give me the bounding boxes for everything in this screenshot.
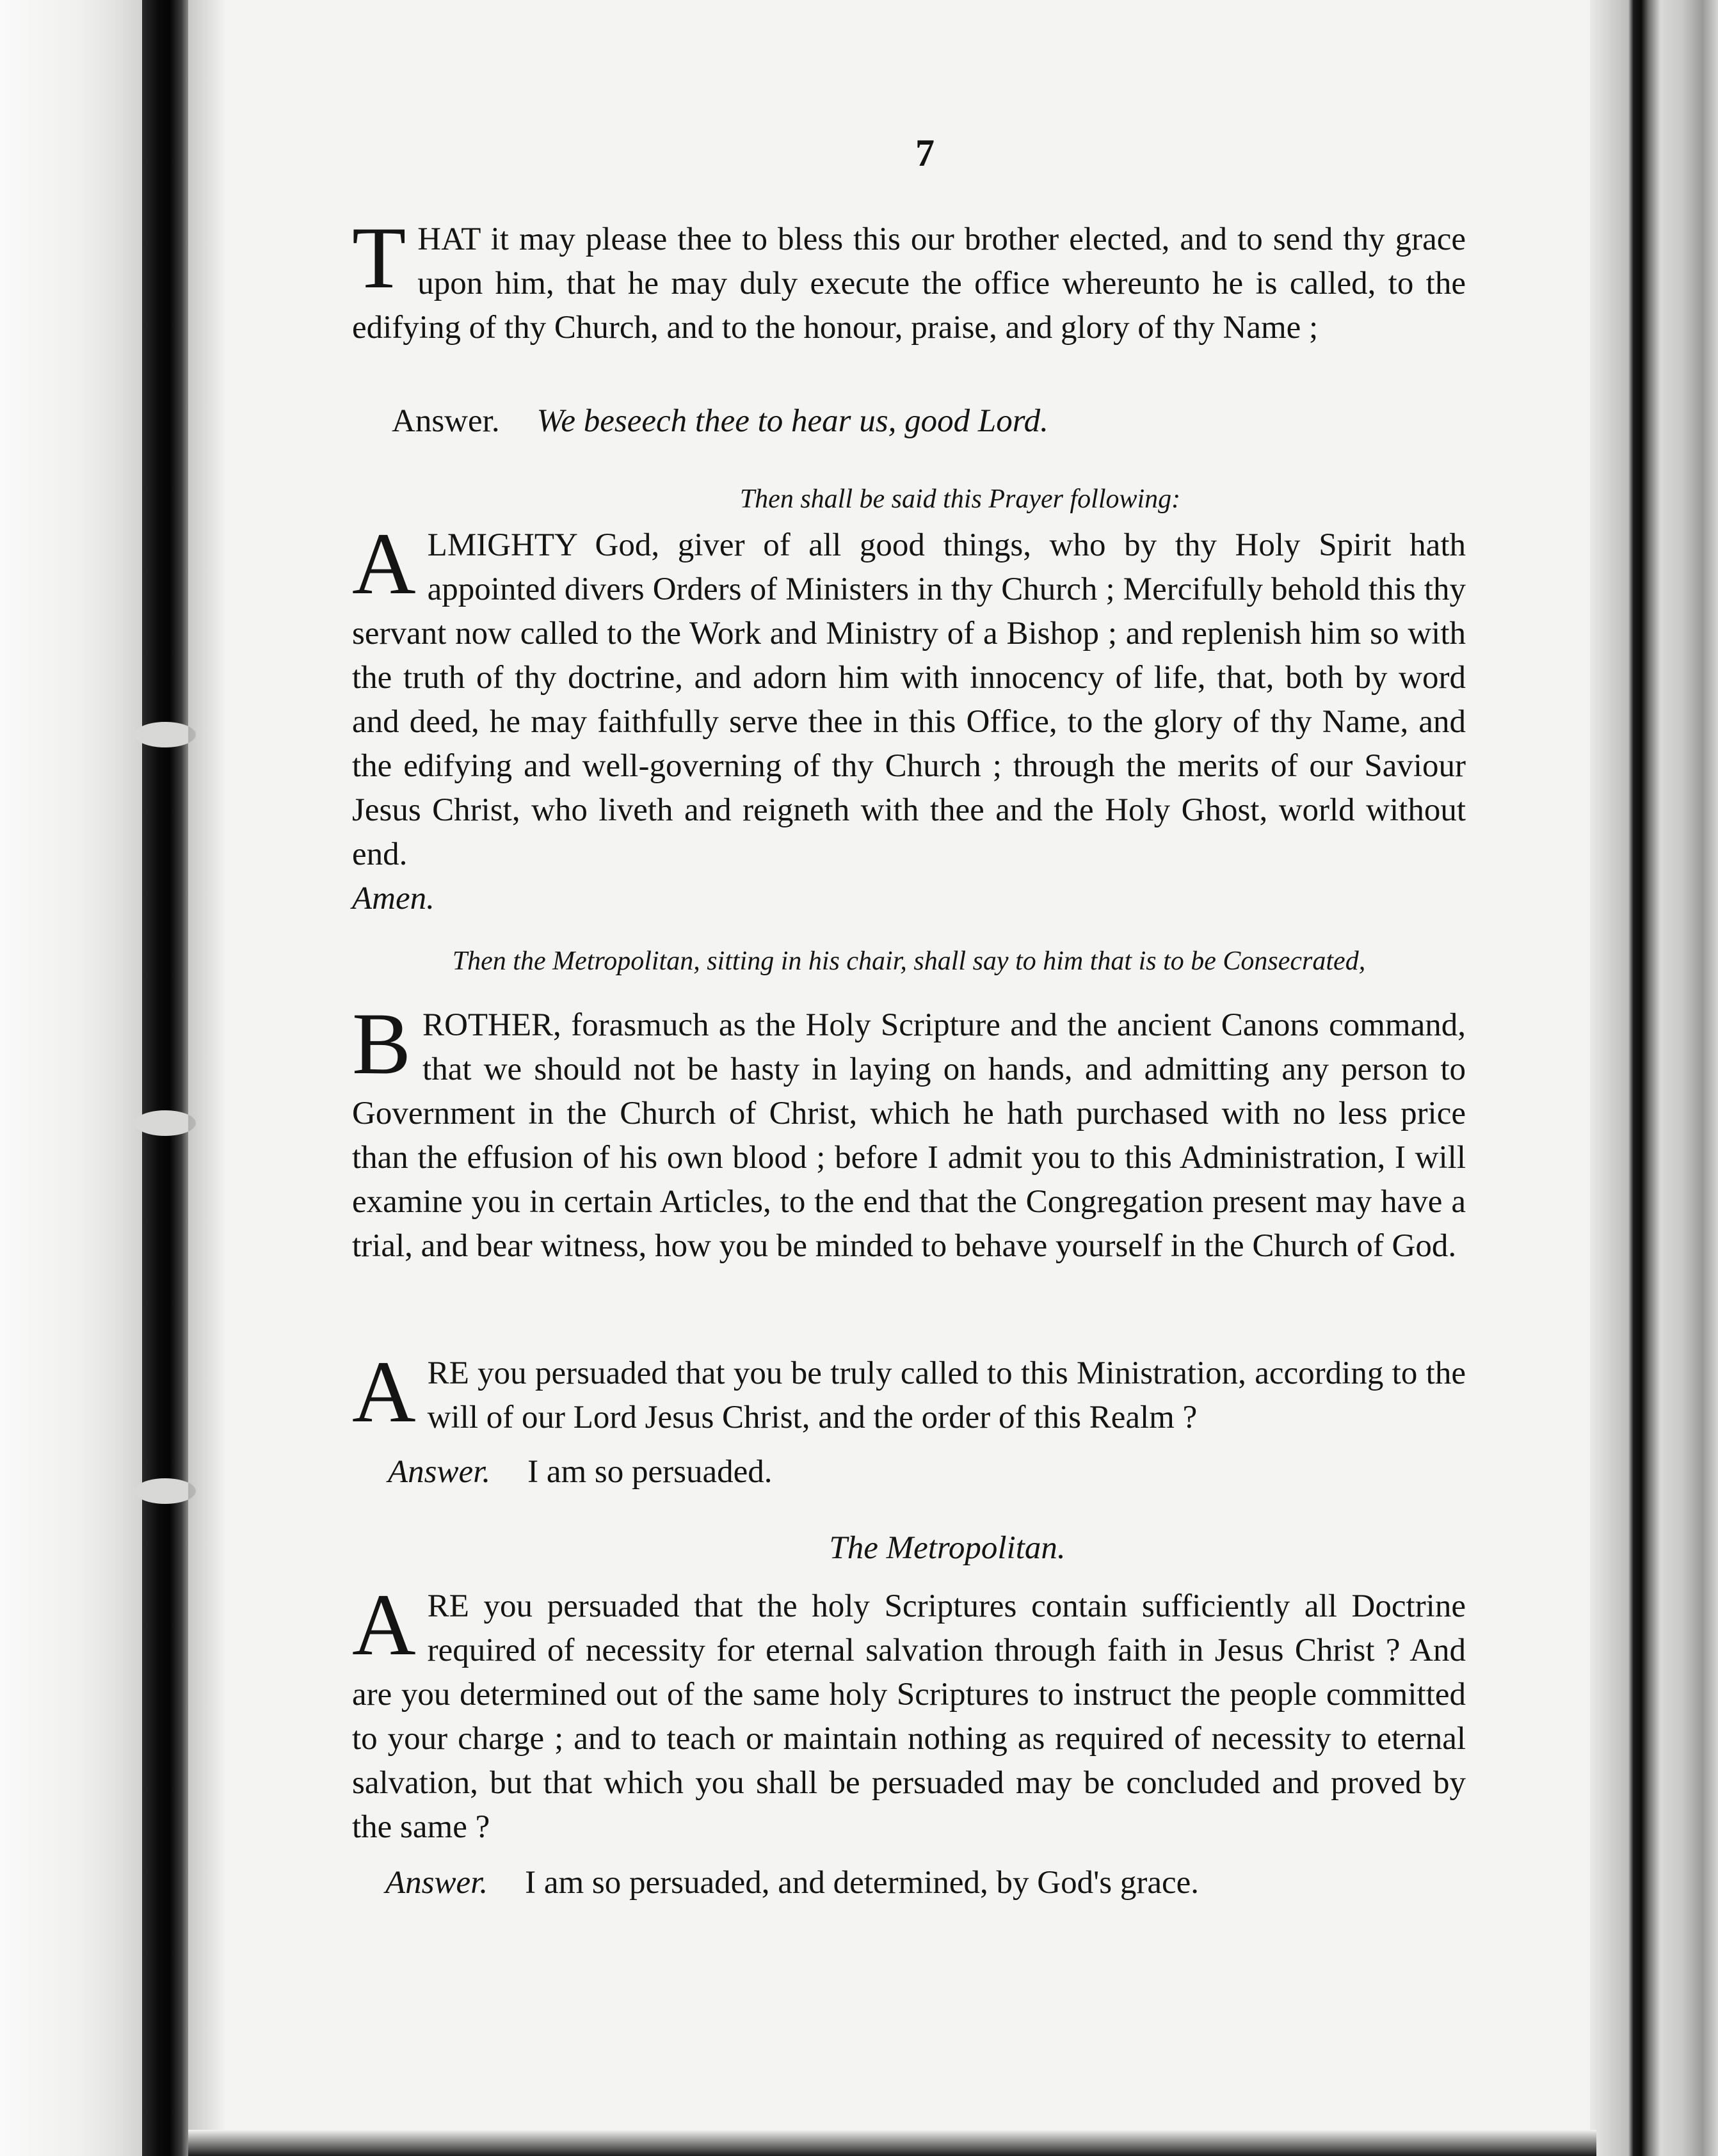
paragraph-text: RE you persuaded that you be truly called to this Ministration, according to the will of our Lord Jesus Christ, and the order of this Realm ? <box>427 1355 1466 1435</box>
answer-response: We beseech thee to hear us, good Lord. <box>536 403 1048 439</box>
drop-cap: T <box>352 209 406 307</box>
page-gutter-shadow <box>188 0 227 2156</box>
paragraph-text: HAT it may please thee to bless this our brother elected, and to send thy grace upon him, that he may duly execute the office whereunto he is called, to the edifying of thy Church, and to the honour, praise, and glory of thy Name ; <box>352 221 1466 346</box>
answer-label: Answer. <box>392 403 500 439</box>
answer-response: I am so persuaded, and determined, by God's grace. <box>525 1865 1200 1901</box>
answer-line <box>385 1861 1199 1905</box>
answer-line <box>388 1450 773 1494</box>
drop-cap: A <box>352 1576 416 1673</box>
answer-line <box>392 399 1048 443</box>
answer-label: Answer. <box>385 1865 488 1901</box>
drop-cap: A <box>352 515 416 612</box>
question-paragraph <box>352 1343 1466 1441</box>
paragraph-text: RE you persuaded that the holy Scriptures contain sufficiently all Doctrine required of necessity for eternal salvation through faith in Jesus Christ ? And are you determined out of the same holy Scriptures to instruct the people committed to your charge ; and to teach or maintain nothing as required of necessity to eternal salvation, but that which you shall be persuaded may be concluded and proved by the same ? <box>352 1588 1466 1845</box>
binding-tear <box>134 722 196 747</box>
binding-tear <box>134 1478 196 1504</box>
drop-cap: A <box>352 1343 416 1441</box>
book-binding <box>142 0 188 2156</box>
prayer-paragraph <box>352 515 1466 921</box>
metropolitan-address-paragraph <box>352 994 1466 1268</box>
drop-cap: B <box>352 994 412 1092</box>
question-paragraph <box>352 1576 1466 1849</box>
bottom-page-edge <box>188 2130 1596 2156</box>
binding-tear <box>134 1110 196 1136</box>
petition-paragraph <box>352 209 1466 350</box>
answer-label: Answer. <box>388 1454 491 1490</box>
amen: Amen. <box>352 881 435 916</box>
paragraph-text: ROTHER, forasmuch as the Holy Scripture and the ancient Canons command, that we should not be hasty in laying on hands, and admitting any person to Government in the Church of Christ, which he hath purchased with no less price than the effusion of his own blood ; before I admit you to this Administration, I will examine you in certain Articles, to the end that the Congregation present may have a trial, and bear witness, how you be minded to behave yourself in the Church of God. <box>352 1007 1466 1264</box>
section-heading: The Metropolitan. <box>829 1530 1066 1566</box>
left-margin <box>0 0 147 2156</box>
paragraph-text: LMIGHTY God, giver of all good things, who by thy Holy Spirit hath appointed divers Orders of Ministers in thy Church ; Mercifully behold this thy servant now called to the Work and Ministry of a Bishop ; and replenish him so with the truth of thy doctrine, and adorn him with innocency of life, that, both by word and deed, he may faithfully serve thee in this Office, to the glory of thy Name, and the edifying and well-governing of thy Church ; through the merits of our Saviour Jesus Christ, who liveth and reigneth with thee and the Holy Ghost, world without end. <box>352 527 1466 872</box>
rubric: Then the Metropolitan, sitting in his chair, shall say to him that is to be Consecrated, <box>452 946 1366 976</box>
page-number: 7 <box>915 132 935 174</box>
answer-response: I am so persuaded. <box>527 1454 773 1490</box>
rubric: Then shall be said this Prayer following: <box>739 484 1181 514</box>
right-page-edge <box>1590 0 1718 2156</box>
